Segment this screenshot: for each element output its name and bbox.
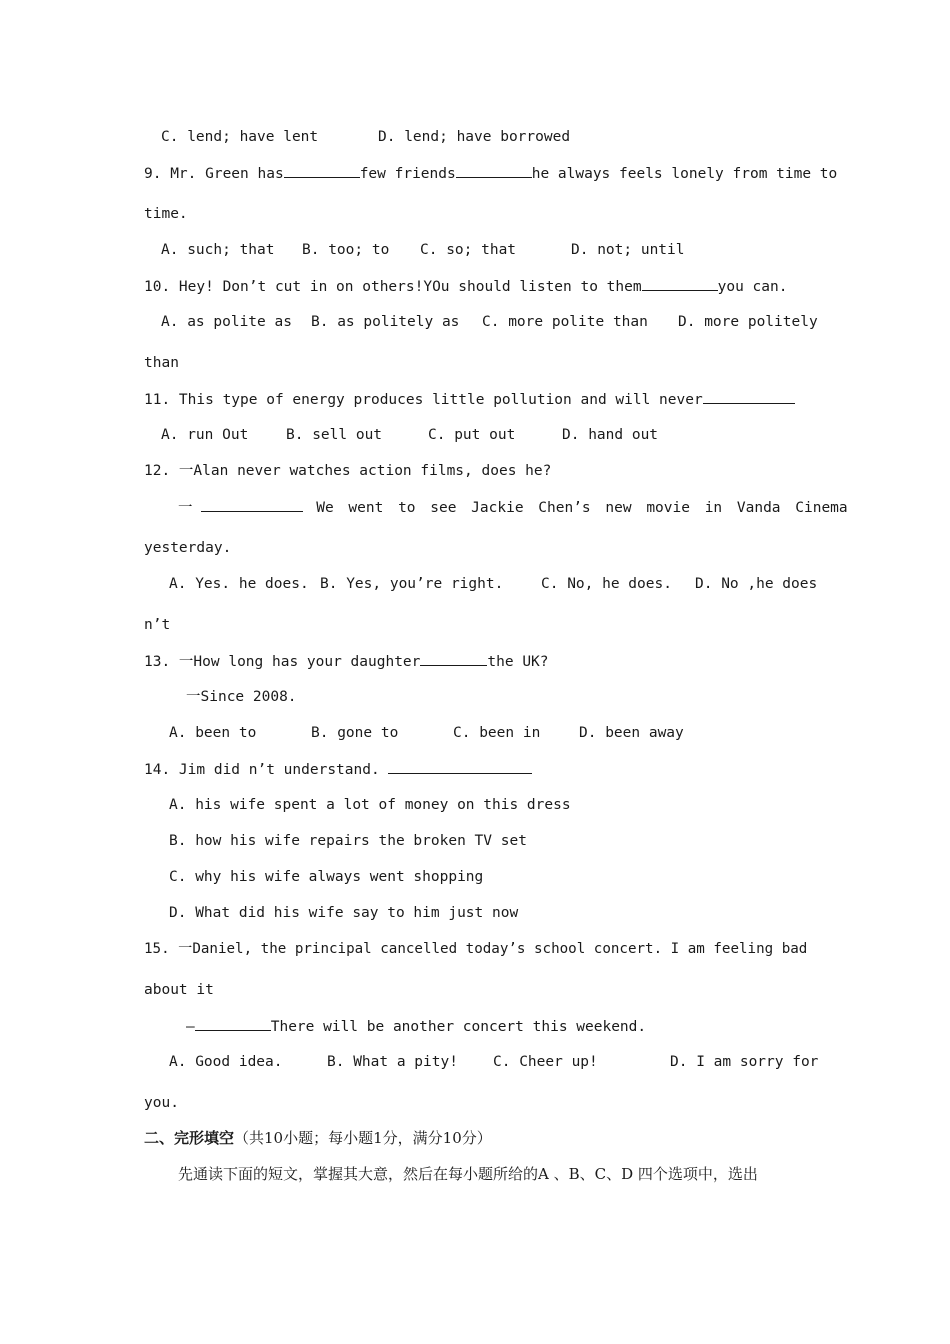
q9-stem-part1: 9. Mr. Green has (144, 166, 284, 182)
q15-option-b: B. What a pity! (327, 1054, 458, 1070)
q12-option-b: B. Yes, you’re right. (320, 576, 504, 592)
q10-option-c: C. more polite than (482, 314, 648, 330)
q10-option-d: D. more politely (678, 314, 818, 330)
q12-option-d-continued: n’t (144, 617, 171, 633)
q10-option-b: B. as politely as (311, 314, 460, 330)
q15-option-c: C. Cheer up! (493, 1054, 598, 1070)
q14-blank (388, 759, 532, 774)
q12-option-a: A. Yes. he does. (169, 576, 309, 592)
q10-option-d-continued: than (144, 355, 179, 371)
q11-option-a: A. run Out (161, 427, 249, 443)
q15-option-a: A. Good idea. (169, 1054, 283, 1070)
q12-dash: 一 (178, 500, 193, 516)
q12-stem: 12. 一Alan never watches action films, does he? (144, 463, 552, 479)
q13-stem-part2: the UK? (487, 654, 549, 670)
q12-option-c: C. No, he does. (541, 576, 672, 592)
q13-reply: 一Since 2008. (186, 689, 297, 705)
q13-stem-part1: 13. 一How long has your daughter (144, 654, 421, 670)
q13-blank (420, 651, 487, 666)
q14-stem (144, 759, 532, 780)
q9-option-b: B. too; to (302, 242, 390, 258)
q9-option-a: A. such; that (161, 242, 275, 258)
q14-option-d: D. What did his wife say to him just now (169, 905, 519, 921)
q14-stem-text: 14. Jim did n’t understand. (144, 762, 380, 778)
q13-option-b: B. gone to (311, 725, 399, 741)
q8-option-c: C. lend; have lent (161, 129, 319, 145)
q9-stem (144, 163, 837, 184)
q8-option-d: D. lend; have borrowed (378, 129, 571, 145)
q12-blank (201, 497, 303, 512)
section2-title: 二、完形填空 (144, 1129, 235, 1147)
q9-option-c: C. so; that (420, 242, 517, 258)
q9-stem-part2: few friends (359, 166, 456, 182)
q10-stem-part1: 10. Hey! Don’t cut in on others!YOu should listen to them (144, 279, 642, 295)
q15-option-d-continued: you. (144, 1095, 179, 1111)
q14-option-a: A. his wife spent a lot of money on this dress (169, 797, 571, 813)
q12-reply (178, 497, 848, 518)
q14-option-c: C. why his wife always went shopping (169, 869, 484, 885)
q15-stem: 15. 一Daniel, the principal cancelled today’s school concert. I am feeling bad (144, 941, 808, 957)
q13-stem (144, 651, 549, 672)
q13-option-c: C. been in (453, 725, 541, 741)
q10-stem-part2: you can. (717, 279, 788, 295)
q12-option-d: D. No ,he does (695, 576, 818, 592)
q15-blank (195, 1016, 271, 1031)
q15-reply (186, 1016, 646, 1037)
q9-blank-2 (456, 163, 532, 178)
q13-option-a: A. been to (169, 725, 257, 741)
q14-option-b: B. how his wife repairs the broken TV set (169, 833, 527, 849)
q12-reply-text: We went to see Jackie Chen’s new movie in Vanda Cinema (316, 500, 848, 516)
q9-blank-1 (284, 163, 360, 178)
q15-stem-continued: about it (144, 982, 214, 998)
q13-option-d: D. been away (579, 725, 684, 741)
q11-option-d: D. hand out (562, 427, 659, 443)
q10-stem (144, 276, 787, 297)
q10-blank (642, 276, 718, 291)
q9-option-d: D. not; until (571, 242, 685, 258)
section2-heading (144, 1128, 492, 1148)
section2-note: （共10小题；每小题1分，满分10分） (234, 1129, 492, 1147)
q15-option-d: D. I am sorry for (670, 1054, 819, 1070)
q10-option-a: A. as polite as (161, 314, 292, 330)
q11-stem (144, 389, 795, 410)
q12-reply-continued: yesterday. (144, 540, 232, 556)
q15-reply-text: There will be another concert this weekend. (270, 1019, 647, 1035)
q11-stem-text: 11. This type of energy produces little pollution and will never (144, 392, 703, 408)
q11-blank (703, 389, 795, 404)
q11-option-b: B. sell out (286, 427, 383, 443)
q9-stem-continued: time. (144, 206, 188, 222)
section2-instruction: 先通读下面的短文，掌握其大意，然后在每小题所给的A 、B、C、D 四个选项中，选出 (178, 1165, 758, 1183)
q11-option-c: C. put out (428, 427, 516, 443)
q9-stem-part3: he always feels lonely from time to (531, 166, 838, 182)
q15-dash: — (186, 1019, 195, 1035)
